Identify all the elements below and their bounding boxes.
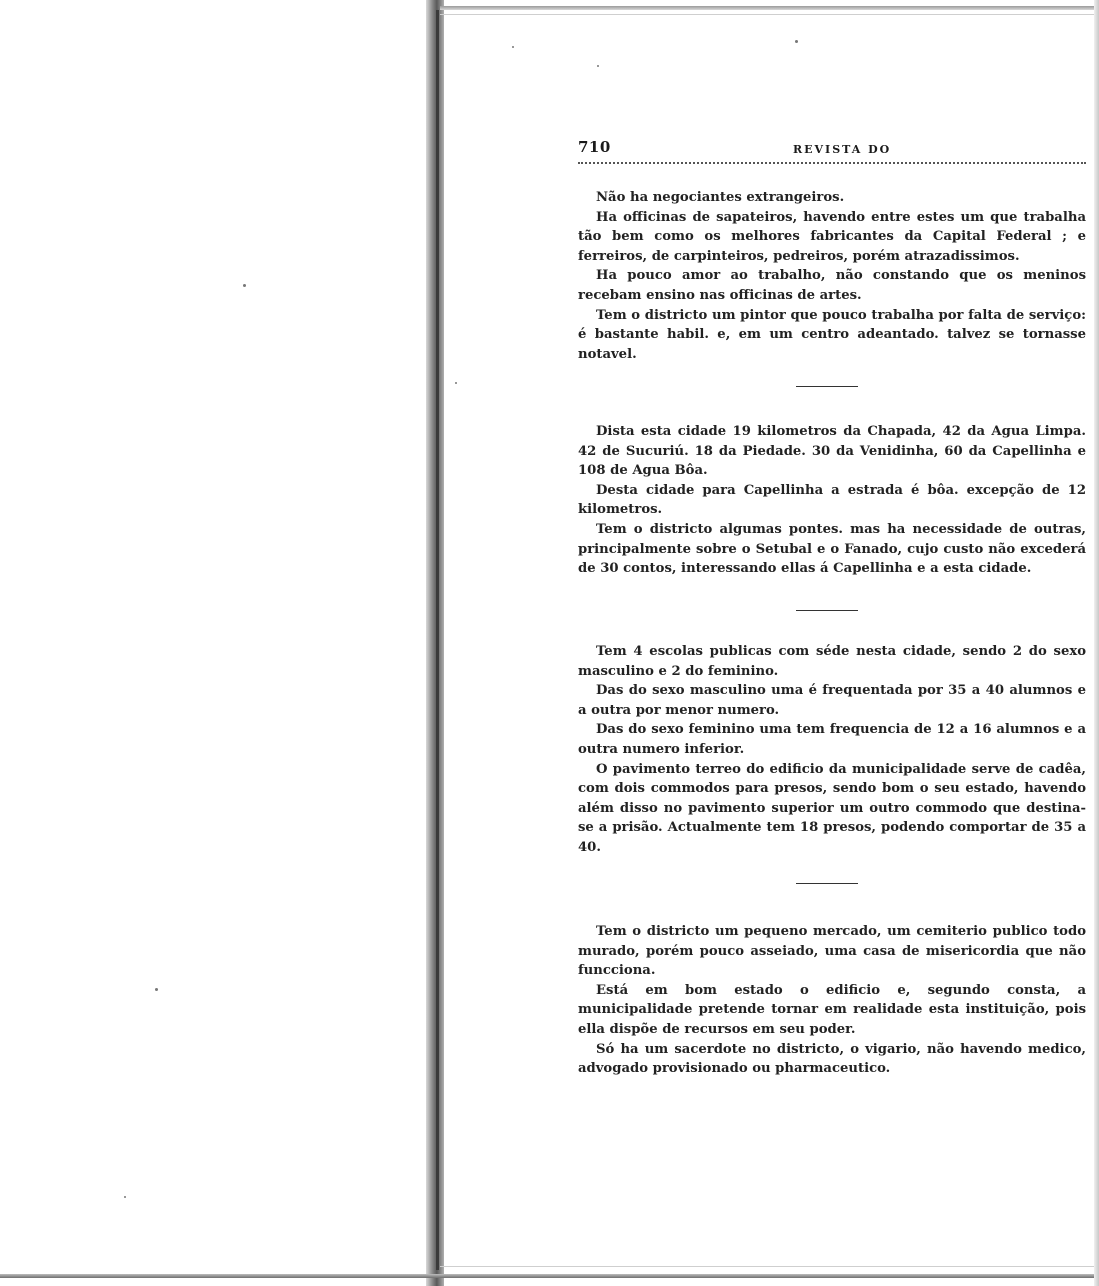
paper-speck xyxy=(512,46,514,48)
text-section-trades xyxy=(578,188,1086,364)
paragraph: Dista esta cidade 19 kilometros da Chapada, 42 da Agua Limpa. 42 de Sucuriú. 18 da Piedade. 30 da Venidinha, 60 da Capellinha e 108 de Agua Bôa. xyxy=(578,424,1086,479)
paragraph: Das do sexo masculino uma é frequentada por 35 a 40 alumnos e a outra por menor numero. xyxy=(578,683,1086,718)
page-right-edge xyxy=(1094,0,1099,1286)
page-header xyxy=(578,138,1086,162)
page-number: 710 xyxy=(578,138,611,156)
paragraph: Ha officinas de sapateiros, havendo entre estes um que trabalha tão bem como os melhores fabricantes da Capital Federal ; e ferreiros, de carpinteiros, pedreiros, porém atrazadissimos. xyxy=(578,209,1086,264)
paragraph: Só ha um sacerdote no districto, o vigario, não havendo medico, advogado provisionado ou pharmaceutico. xyxy=(578,1041,1086,1077)
text-section-schools xyxy=(578,642,1086,858)
paragraph: Tem o districto um pequeno mercado, um cemiterio publico todo murado, porém pouco asseiado, uma casa de misericordia que não funcciona. xyxy=(578,924,1086,979)
section-divider xyxy=(796,610,858,611)
paper-speck xyxy=(124,1196,126,1198)
paragraph: Tem o districto um pintor que pouco trabalha por falta de serviço: é bastante habil. e, em um centro adeantado. talvez se tornasse notavel. xyxy=(578,307,1086,362)
paragraph: Tem 4 escolas publicas com séde nesta cidade, sendo 2 do sexo masculino e 2 do feminino. xyxy=(578,644,1086,679)
paper-speck xyxy=(243,284,246,287)
paper-speck xyxy=(795,40,798,43)
paragraph: Tem o districto algumas pontes. mas ha necessidade de outras, principalmente sobre o Setubal e o Fanado, cujo custo não excederá de 30 contos, interessando ellas á Capellinha e a esta cidade. xyxy=(578,521,1086,577)
running-head: REVISTA DO xyxy=(793,143,892,156)
paragraph: Das do sexo feminino uma tem frequencia de 12 a 16 alumnos e a outra numero inferior. xyxy=(578,722,1086,757)
paper-speck xyxy=(155,988,158,991)
paragraph: Ha pouco amor ao trabalho, não constando que os meninos recebam ensino nas officinas de artes. xyxy=(578,268,1086,303)
paragraph: Desta cidade para Capellinha a estrada é bôa. excepção de 12 kilometros. xyxy=(578,482,1086,518)
book-gutter-line xyxy=(436,10,439,1270)
paragraph: O pavimento terreo do edificio da municipalidade serve de cadêa, com dois commodos para presos, sendo bom o seu estado, havendo além disso no pavimento superior um outro commodo que destina-se a prisão. Actualmente tem 18 presos, podendo comportar de 35 a 40. xyxy=(578,761,1086,855)
paper-speck xyxy=(597,65,599,67)
paragraph: Está em bom estado o edificio e, segundo consta, a municipalidade pretende tornar em realidade esta instituição, pois ella dispõe de recursos em seu poder. xyxy=(578,982,1086,1037)
text-section-institutions xyxy=(578,922,1086,1079)
section-divider xyxy=(796,386,858,387)
section-divider xyxy=(796,883,858,884)
text-section-distances xyxy=(578,422,1086,579)
header-rule xyxy=(578,162,1086,164)
paragraph: Não ha negociantes extrangeiros. xyxy=(596,190,845,205)
left-blank-page xyxy=(0,0,428,1286)
